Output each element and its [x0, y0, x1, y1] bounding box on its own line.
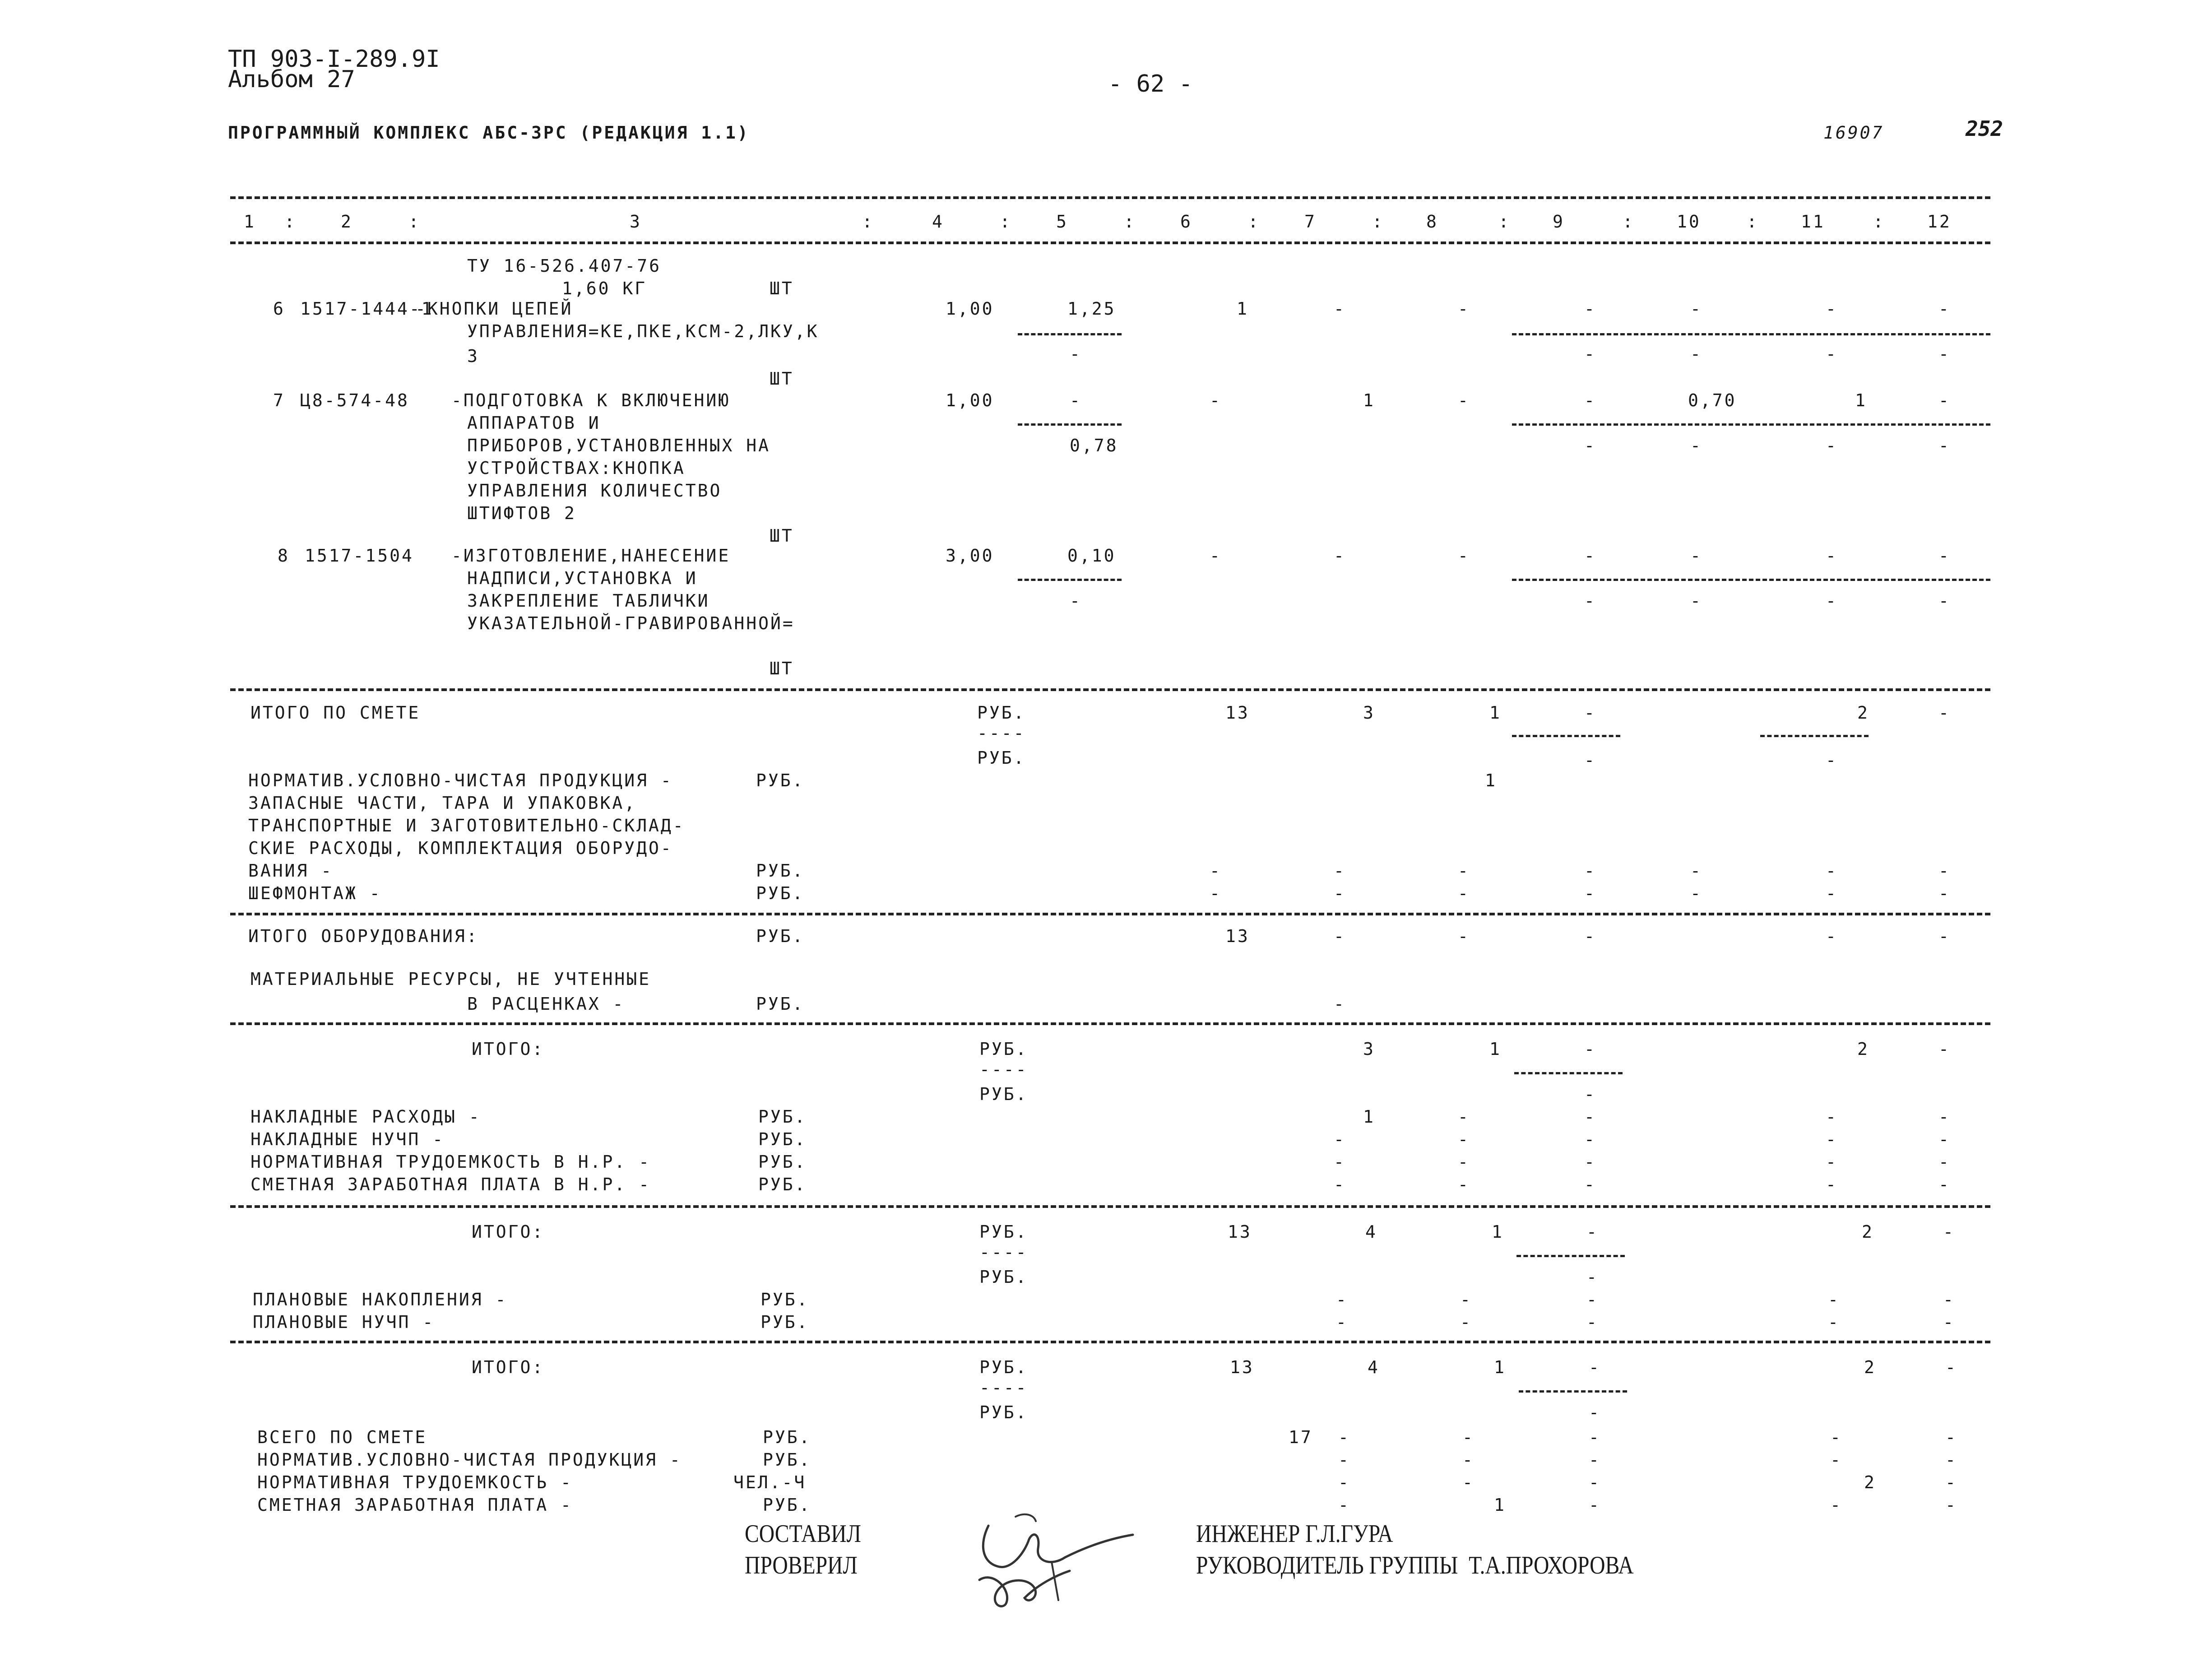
cell-c11: 2	[1864, 1472, 1876, 1492]
subtotal-rule	[1512, 735, 1620, 737]
col-11-label: 11	[1801, 212, 1825, 232]
cell-c7: -	[1334, 861, 1346, 881]
cell-c12: -	[1945, 1427, 1957, 1447]
cell-c7: -	[1336, 1312, 1348, 1332]
page-number: - 62 -	[1108, 70, 1193, 98]
total-unit: РУБ.	[977, 703, 1026, 723]
spares-label: СКИЕ РАСХОДЫ, КОМПЛЕКТАЦИЯ ОБОРУДО-	[248, 838, 673, 858]
subtotal-rule	[1512, 333, 1990, 335]
spares-label: ВАНИЯ -	[248, 861, 334, 881]
planned-savings-label: ПЛАНОВЫЕ НАКОПЛЕНИЯ -	[253, 1290, 508, 1309]
col-sep: :	[1248, 212, 1260, 232]
col-2-label: 2	[341, 212, 353, 232]
col-sep: :	[1124, 212, 1136, 232]
cell-c8: -	[1458, 883, 1470, 903]
cell-c11: -	[1826, 299, 1838, 319]
cell-c12: -	[1938, 861, 1951, 881]
item-unit: ШТ	[770, 369, 794, 389]
cell-c7: -	[1334, 926, 1346, 946]
total-unit: РУБ.	[977, 748, 1026, 768]
cell-c6: 13	[1230, 1357, 1254, 1377]
cell-c12: -	[1945, 1450, 1957, 1470]
doc-id: 16907	[1823, 123, 1884, 143]
grand-total-label: ВСЕГО ПО СМЕТЕ	[257, 1427, 427, 1447]
cell-c8: -	[1458, 1107, 1470, 1127]
cell-c12: -	[1938, 436, 1951, 455]
cell-c12: -	[1938, 703, 1951, 723]
col-4-label: 4	[932, 212, 944, 232]
cell-c7: 1	[1363, 390, 1375, 410]
col-sep: :	[1000, 212, 1012, 232]
cell-c12: -	[1938, 926, 1951, 946]
cell-c11: -	[1826, 750, 1838, 770]
cell-c9: -	[1586, 1222, 1599, 1242]
subtotal-rule	[1018, 423, 1122, 426]
cell-c5: 0,10	[1067, 546, 1116, 566]
cell-c9: -	[1584, 750, 1596, 770]
cell-c8: -	[1458, 861, 1470, 881]
cell-c9: -	[1584, 1107, 1596, 1127]
cell-c12: -	[1938, 1152, 1951, 1172]
cell-c8: -	[1458, 1175, 1470, 1194]
item-description: ЗАКРЕПЛЕНИЕ ТАБЛИЧКИ	[467, 591, 710, 611]
item-description: УПРАВЛЕНИЯ КОЛИЧЕСТВО	[467, 481, 722, 501]
cell-c11: 2	[1857, 703, 1869, 723]
prev-item-line2: 1,60 КГ	[562, 279, 647, 298]
cell-c8: -	[1462, 1472, 1475, 1492]
cell-c11: -	[1826, 1152, 1838, 1172]
subtotal-unit: РУБ.	[979, 1402, 1028, 1422]
cell-c9: -	[1584, 591, 1596, 611]
item-unit: ШТ	[770, 526, 794, 546]
cell-c11: -	[1826, 546, 1838, 566]
overhead-nuchp-label: НАКЛАДНЫЕ НУЧП -	[250, 1129, 445, 1149]
shefmontazh-unit: РУБ.	[756, 883, 805, 903]
cell-c11: -	[1830, 1450, 1842, 1470]
subtotal-unit: РУБ.	[979, 1267, 1028, 1287]
subtotal-label: ИТОГО:	[472, 1357, 545, 1377]
overhead-nuchp-unit: РУБ.	[758, 1129, 807, 1149]
cell-c8: -	[1458, 299, 1470, 319]
cell-c12: -	[1938, 1129, 1951, 1149]
checked-by-label: ПРОВЕРИЛ	[745, 1551, 858, 1579]
labor-intensity-unit: РУБ.	[758, 1152, 807, 1172]
cell-c4: 3,00	[946, 546, 994, 566]
cell-c11: -	[1826, 1129, 1838, 1149]
cell-c9: -	[1584, 546, 1596, 566]
spares-unit: РУБ.	[756, 861, 805, 881]
item-description: УКАЗАТЕЛЬНОЙ-ГРАВИРОВАННОЙ=	[467, 613, 795, 633]
equipment-total-label: ИТОГО ОБОРУДОВАНИЯ:	[248, 926, 479, 946]
item-description: ШТИФТОВ 2	[467, 503, 576, 523]
cell-c11: -	[1828, 1290, 1840, 1309]
cell-c4: 1,00	[946, 299, 994, 319]
cell-c9: -	[1589, 1450, 1601, 1470]
wages-unit: РУБ.	[758, 1175, 807, 1194]
overhead-label: НАКЛАДНЫЕ РАСХОДЫ -	[250, 1107, 481, 1127]
cell-c12: -	[1938, 299, 1951, 319]
overhead-unit: РУБ.	[758, 1107, 807, 1127]
album: Альбом 27	[228, 66, 355, 93]
norm-output-unit: РУБ.	[763, 1450, 812, 1470]
col-sep: :	[284, 212, 297, 232]
planned-nuchp-label: ПЛАНОВЫЕ НУЧП -	[253, 1312, 435, 1332]
cell-c10: -	[1690, 436, 1702, 455]
cell-c7: -	[1334, 546, 1346, 566]
cell-c9: -	[1584, 1084, 1596, 1104]
subtotal-label: ИТОГО:	[472, 1222, 545, 1242]
cell-c7: -	[1338, 1450, 1350, 1470]
col-6-label: 6	[1180, 212, 1192, 232]
cell-c9: -	[1584, 1152, 1596, 1172]
cell-c8: 1	[1492, 1222, 1504, 1242]
item-description: -ПОДГОТОВКА К ВКЛЮЧЕНИЮ	[451, 390, 731, 410]
subtotal-rule	[1512, 423, 1990, 426]
cell-c9: -	[1589, 1472, 1601, 1492]
cell-c10: 0,70	[1688, 390, 1737, 410]
cell-c11: -	[1830, 1495, 1842, 1515]
col-sep: :	[1873, 212, 1885, 232]
cell-c10: -	[1690, 299, 1702, 319]
compiled-by-label: СОСТАВИЛ	[745, 1520, 861, 1548]
item-code: Ц8-574-48	[300, 390, 409, 410]
subtotal-unit-rule: ----	[979, 1059, 1028, 1079]
cell-c9: -	[1584, 436, 1596, 455]
cell-c5: -	[1070, 344, 1082, 364]
planned-nuchp-unit: РУБ.	[761, 1312, 809, 1332]
cell-c11: -	[1828, 1312, 1840, 1332]
engineer-name: ИНЖЕНЕР Г.Л.ГУРА	[1196, 1520, 1393, 1548]
cell-c11: -	[1826, 861, 1838, 881]
cell-c8: 1	[1485, 771, 1497, 790]
col-sep: :	[1372, 212, 1384, 232]
col-sep: :	[408, 212, 421, 232]
cell-c7: -	[1334, 299, 1346, 319]
cell-c11: -	[1826, 926, 1838, 946]
cell-c8: -	[1460, 1290, 1472, 1309]
cell-c8: -	[1460, 1312, 1472, 1332]
cell-c8: 1	[1489, 703, 1502, 723]
cell-c9: -	[1584, 861, 1596, 881]
header-bottom-rule	[230, 241, 1990, 244]
cell-c12: -	[1943, 1222, 1955, 1242]
item-description: УСТРОЙСТВАХ:КНОПКА	[467, 458, 686, 478]
cell-c5: -	[1070, 591, 1082, 611]
subtotal-unit: РУБ.	[979, 1039, 1028, 1059]
col-sep: :	[862, 212, 874, 232]
program-title: ПРОГРАММНЫЙ КОМПЛЕКС АБС-3РС (РЕДАКЦИЯ 1.1)	[228, 123, 750, 143]
cell-c11: -	[1826, 344, 1838, 364]
materials-unit: РУБ.	[756, 994, 805, 1014]
cell-c11: 2	[1862, 1222, 1874, 1242]
cell-c6: -	[1210, 861, 1222, 881]
wages-label: СМЕТНАЯ ЗАРАБОТНАЯ ПЛАТА В Н.Р. -	[250, 1175, 651, 1194]
labor-label: НОРМАТИВНАЯ ТРУДОЕМКОСТЬ -	[257, 1472, 573, 1492]
cell-c9: -	[1584, 299, 1596, 319]
norm-unit: РУБ.	[756, 771, 805, 790]
col-3-label: 3	[630, 212, 642, 232]
cell-c5: -	[1070, 390, 1082, 410]
cell-c11: 2	[1864, 1357, 1876, 1377]
cell-c8: -	[1458, 546, 1470, 566]
cell-c8: 1	[1494, 1357, 1506, 1377]
cell-c8: -	[1458, 1152, 1470, 1172]
item-code: 1517-1504	[305, 546, 414, 566]
handwritten-signature	[961, 1508, 1196, 1611]
cell-c8: 1	[1489, 1039, 1502, 1059]
cell-c10: -	[1690, 591, 1702, 611]
header-top-rule	[230, 196, 1990, 199]
cell-c8: -	[1458, 926, 1470, 946]
total-label: ИТОГО ПО СМЕТЕ	[250, 703, 421, 723]
cell-c9: -	[1589, 1495, 1601, 1515]
cell-c7: 3	[1363, 1039, 1375, 1059]
subtotal-rule	[1018, 579, 1122, 581]
cell-c9: -	[1584, 1129, 1596, 1149]
cell-c7: -	[1336, 1290, 1348, 1309]
cell-c10: -	[1690, 861, 1702, 881]
prev-item-unit: ШТ	[770, 279, 794, 298]
item-number: 8	[278, 546, 290, 566]
col-sep: :	[1498, 212, 1511, 232]
cell-c5: 0,78	[1070, 436, 1118, 455]
cell-c9: -	[1584, 883, 1596, 903]
cell-c12: -	[1938, 546, 1951, 566]
item-description: НАДПИСИ,УСТАНОВКА И	[467, 568, 698, 588]
cell-c9: -	[1586, 1290, 1599, 1309]
cell-c7: 1	[1363, 1107, 1375, 1127]
cell-c7: 4	[1365, 1222, 1377, 1242]
cell-c6: 17	[1289, 1427, 1313, 1447]
cell-c9: -	[1584, 390, 1596, 410]
col-8-label: 8	[1426, 212, 1438, 232]
cell-c12: -	[1938, 1107, 1951, 1127]
cell-c9: -	[1586, 1267, 1599, 1287]
sheet-number: 252	[1966, 116, 2003, 141]
cell-c11: -	[1826, 436, 1838, 455]
section-rule	[230, 913, 1990, 915]
col-10-label: 10	[1677, 212, 1701, 232]
item-description: ПРИБОРОВ,УСТАНОВЛЕННЫХ НА	[467, 436, 770, 455]
cell-c7: 3	[1363, 703, 1375, 723]
cell-c9: -	[1589, 1402, 1601, 1422]
cell-c12: -	[1943, 1312, 1955, 1332]
item-description: АППАРАТОВ И	[467, 413, 601, 433]
estimated-wages-label: СМЕТНАЯ ЗАРАБОТНАЯ ПЛАТА -	[257, 1495, 573, 1515]
cell-c7: -	[1338, 1495, 1350, 1515]
cell-c8: 1	[1494, 1495, 1506, 1515]
equipment-total-unit: РУБ.	[756, 926, 805, 946]
cell-c7: -	[1338, 1427, 1350, 1447]
col-12-label: 12	[1927, 212, 1952, 232]
cell-c12: -	[1938, 1175, 1951, 1194]
group-head-name: РУКОВОДИТЕЛЬ ГРУППЫ Т.А.ПРОХОРОВА	[1196, 1551, 1634, 1579]
item-description: 3	[467, 346, 479, 366]
subtotal-unit: РУБ.	[979, 1084, 1028, 1104]
cell-c12: -	[1938, 591, 1951, 611]
cell-c12: -	[1945, 1357, 1957, 1377]
cell-c11: -	[1826, 1107, 1838, 1127]
shefmontazh-label: ШЕФМОНТАЖ -	[248, 883, 382, 903]
subtotal-unit-rule: ----	[979, 1378, 1028, 1398]
subtotal-rule	[1512, 579, 1990, 581]
subtotal-unit-rule: ----	[979, 1242, 1028, 1262]
materials-label: МАТЕРИАЛЬНЫЕ РЕСУРСЫ, НЕ УЧТЕННЫЕ	[250, 969, 651, 989]
cell-c10: -	[1690, 883, 1702, 903]
spares-label: ЗАПАСНЫЕ ЧАСТИ, ТАРА И УПАКОВКА,	[248, 793, 637, 813]
cell-c9: -	[1584, 344, 1596, 364]
cell-c11: 2	[1857, 1039, 1869, 1059]
col-7-label: 7	[1304, 212, 1317, 232]
col-sep: :	[1747, 212, 1759, 232]
cell-c6: -	[1210, 390, 1222, 410]
planned-savings-unit: РУБ.	[761, 1290, 809, 1309]
subtotal-rule	[1018, 333, 1122, 335]
cell-c8: -	[1462, 1427, 1475, 1447]
cell-c6: -	[1210, 883, 1222, 903]
item-unit: ШТ	[770, 659, 794, 678]
col-1-label: 1	[244, 212, 256, 232]
subtotal-rule	[1514, 1072, 1623, 1074]
cell-c6: 13	[1225, 926, 1250, 946]
total-unit-rule: ----	[977, 723, 1026, 743]
subtotal-unit: РУБ.	[979, 1222, 1028, 1242]
labor-unit: ЧЕЛ.-Ч	[733, 1472, 807, 1492]
cell-c11: -	[1830, 1427, 1842, 1447]
norm-output-label: НОРМАТИВ.УСЛОВНО-ЧИСТАЯ ПРОДУКЦИЯ -	[257, 1450, 682, 1470]
materials-label: В РАСЦЕНКАХ -	[467, 994, 625, 1014]
cell-c7: -	[1334, 1129, 1346, 1149]
item-description: -ИЗГОТОВЛЕНИЕ,НАНЕСЕНИЕ	[451, 546, 731, 566]
cell-c12: -	[1943, 1290, 1955, 1309]
cell-c9: -	[1584, 703, 1596, 723]
cell-c5: 1,25	[1067, 299, 1116, 319]
cell-c7: -	[1334, 1152, 1346, 1172]
section-rule	[230, 1022, 1990, 1025]
cell-c7: -	[1338, 1472, 1350, 1492]
section-rule	[230, 1341, 1990, 1343]
item-number: 6	[273, 299, 285, 319]
subtotal-rule	[1760, 735, 1869, 737]
cell-c12: -	[1938, 883, 1951, 903]
cell-c10: -	[1690, 344, 1702, 364]
estimated-wages-unit: РУБ.	[763, 1495, 812, 1515]
cell-c6: 13	[1225, 703, 1250, 723]
cell-c7: 4	[1368, 1357, 1380, 1377]
cell-c12: -	[1938, 1039, 1951, 1059]
section-rule	[230, 688, 1990, 691]
cell-c7: -	[1334, 1175, 1346, 1194]
item-description: УПРАВЛЕНИЯ=КЕ,ПКЕ,КСМ-2,ЛКУ,К	[467, 321, 819, 341]
cell-c8: -	[1458, 1129, 1470, 1149]
cell-c9: -	[1586, 1312, 1599, 1332]
cell-c11: -	[1826, 883, 1838, 903]
cell-c7: -	[1334, 994, 1346, 1014]
cell-c4: 1,00	[946, 390, 994, 410]
spares-label: ТРАНСПОРТНЫЕ И ЗАГОТОВИТЕЛЬНО-СКЛАД-	[248, 816, 685, 836]
grand-total-unit: РУБ.	[763, 1427, 812, 1447]
cell-c8: -	[1462, 1450, 1475, 1470]
subtotal-unit: РУБ.	[979, 1357, 1028, 1377]
cell-c11: -	[1826, 591, 1838, 611]
cell-c12: -	[1938, 390, 1951, 410]
item-description: -КНОПКИ ЦЕПЕЙ	[415, 299, 573, 319]
subtotal-label: ИТОГО:	[472, 1039, 545, 1059]
cell-c8: -	[1458, 390, 1470, 410]
cell-c6: 13	[1228, 1222, 1252, 1242]
cell-c9: -	[1589, 1427, 1601, 1447]
col-5-label: 5	[1056, 212, 1068, 232]
cell-c9: -	[1584, 1175, 1596, 1194]
cell-c9: -	[1589, 1357, 1601, 1377]
norm-label: НОРМАТИВ.УСЛОВНО-ЧИСТАЯ ПРОДУКЦИЯ -	[248, 771, 673, 790]
cell-c12: -	[1945, 1472, 1957, 1492]
cell-c9: -	[1584, 1039, 1596, 1059]
doc-code: ТП 903-I-289.9I	[228, 46, 440, 73]
subtotal-rule	[1519, 1390, 1627, 1393]
cell-c6: 1	[1237, 299, 1249, 319]
cell-c7: -	[1334, 883, 1346, 903]
cell-c10: -	[1690, 546, 1702, 566]
section-rule	[230, 1205, 1990, 1208]
item-code: 1517-1444-1	[300, 299, 434, 319]
subtotal-rule	[1516, 1255, 1625, 1257]
cell-c12: -	[1945, 1495, 1957, 1515]
prev-item-line1: ТУ 16-526.407-76	[467, 256, 662, 276]
cell-c6: -	[1210, 546, 1222, 566]
labor-intensity-label: НОРМАТИВНАЯ ТРУДОЕМКОСТЬ В Н.Р. -	[250, 1152, 651, 1172]
cell-c11: 1	[1855, 390, 1867, 410]
col-9-label: 9	[1553, 212, 1565, 232]
cell-c12: -	[1938, 344, 1951, 364]
col-sep: :	[1623, 212, 1635, 232]
cell-c9: -	[1584, 926, 1596, 946]
item-number: 7	[273, 390, 285, 410]
cell-c11: -	[1826, 1175, 1838, 1194]
